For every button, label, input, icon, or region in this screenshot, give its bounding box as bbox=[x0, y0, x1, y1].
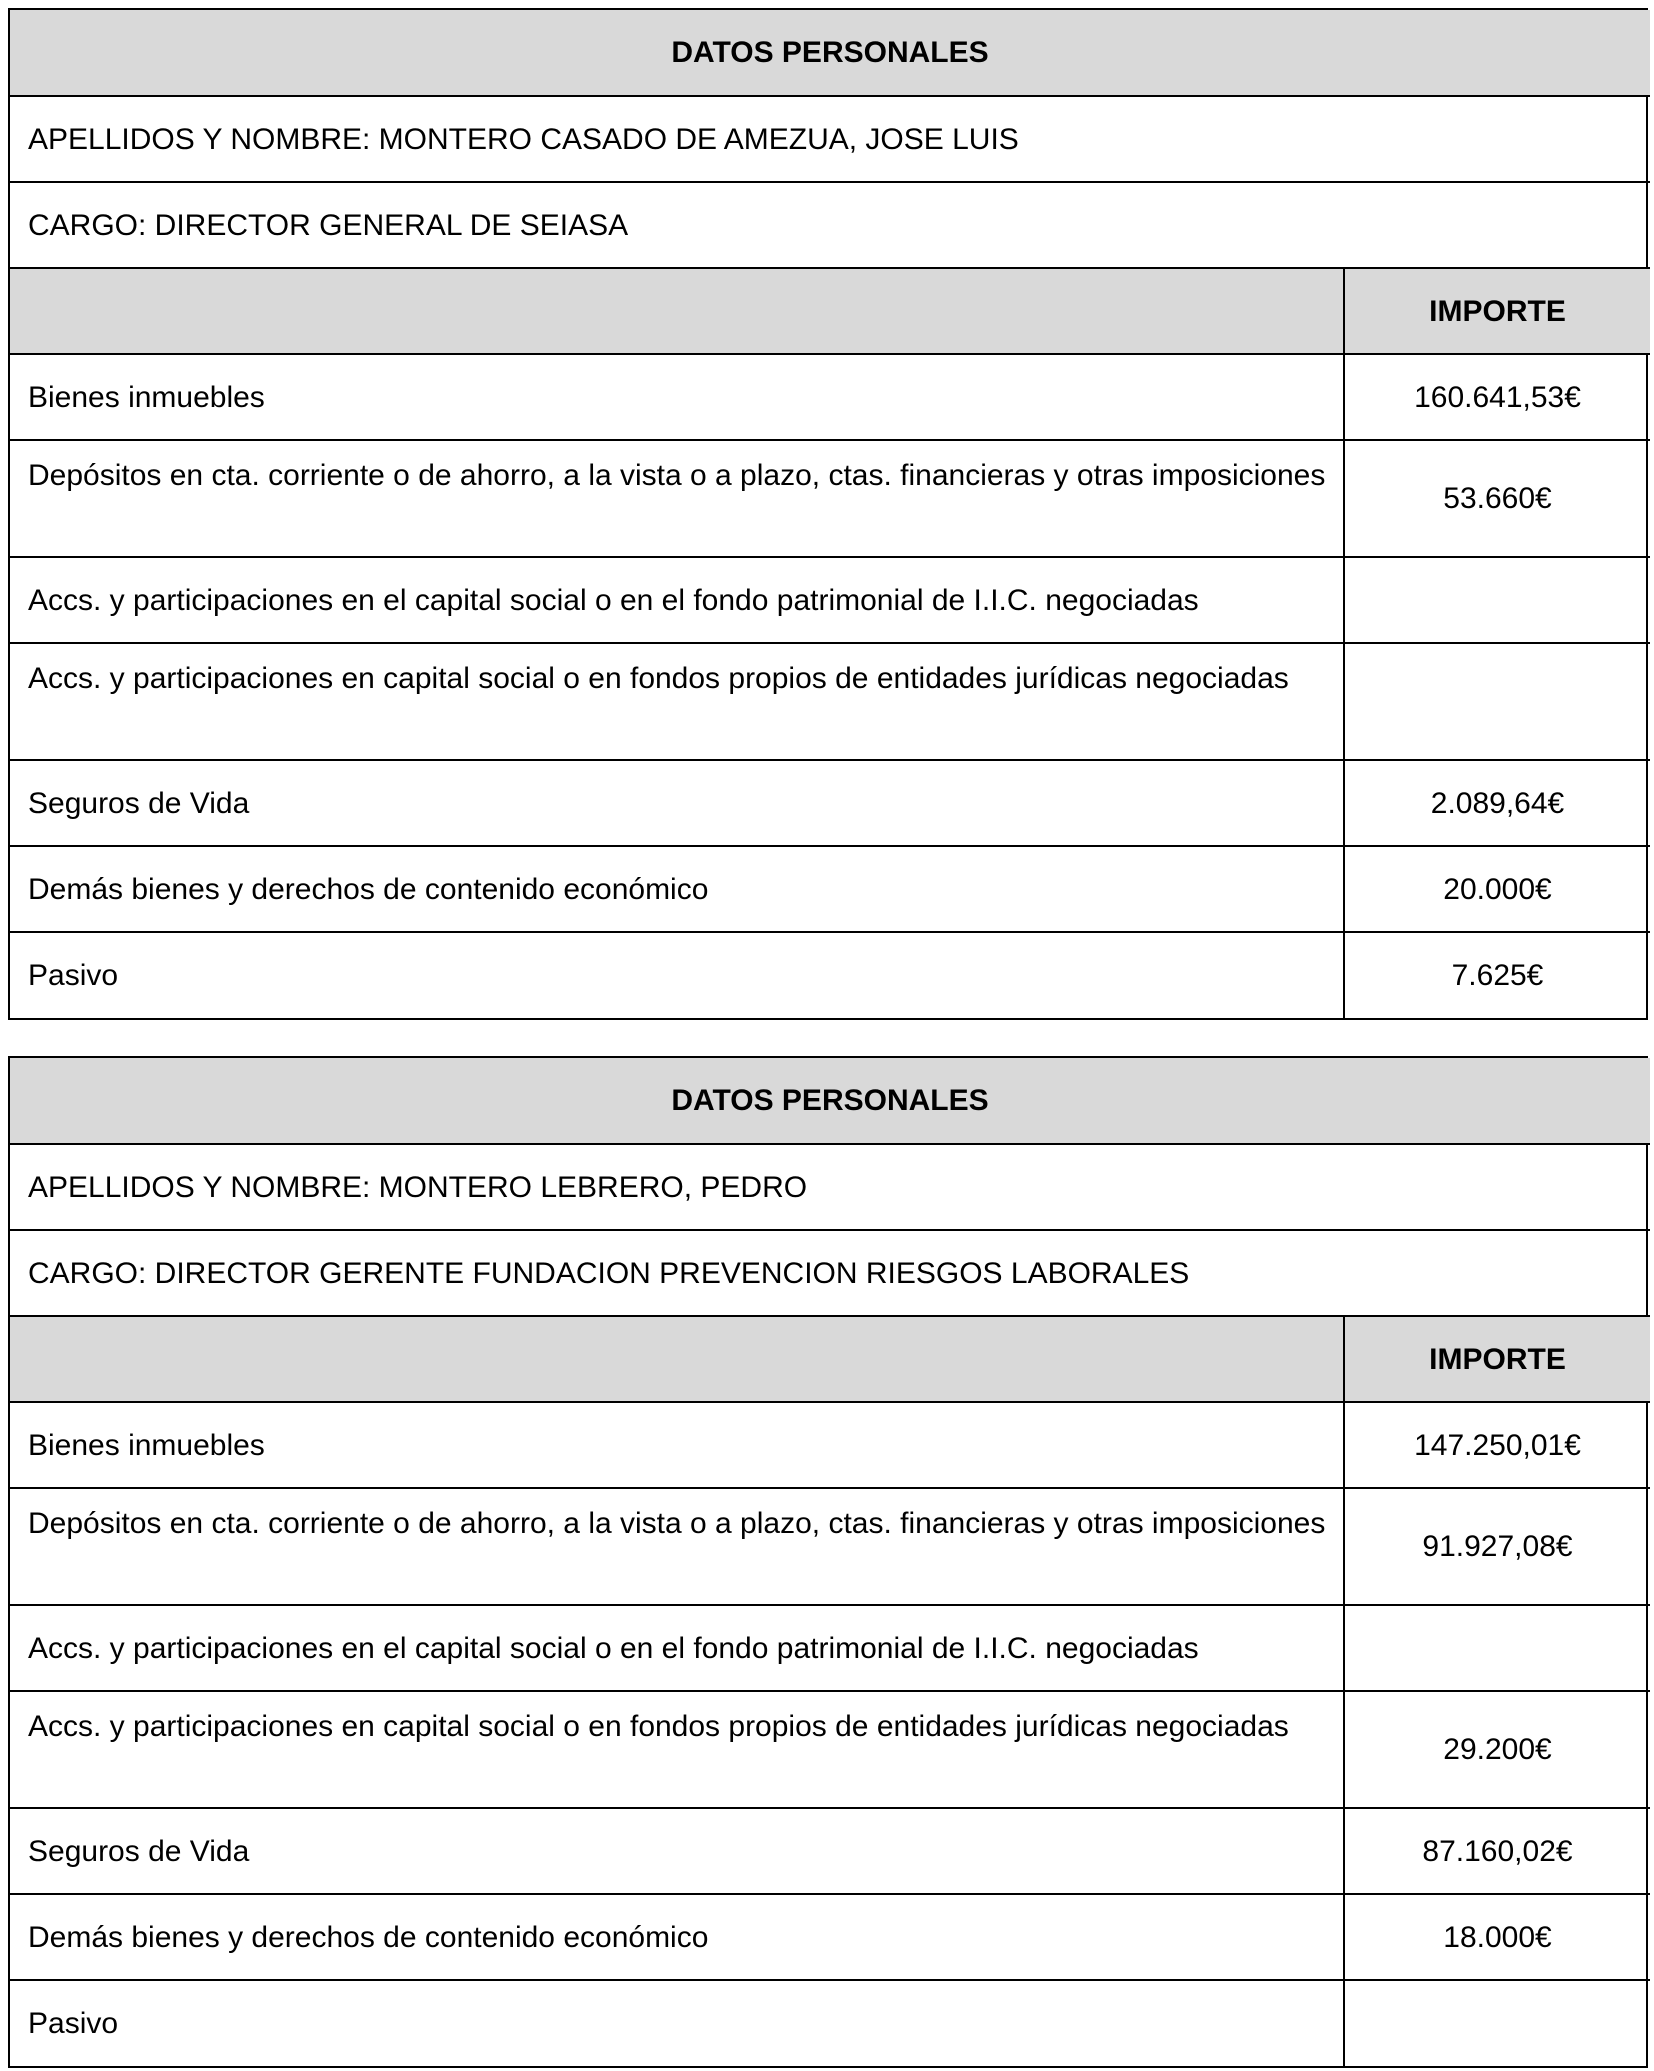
table-row bbox=[10, 846, 1650, 932]
row-value bbox=[1344, 557, 1650, 643]
table-row bbox=[10, 557, 1650, 643]
table-row bbox=[10, 1605, 1650, 1691]
table-row bbox=[10, 1808, 1650, 1894]
row-value: 160.641,53€ bbox=[1344, 354, 1650, 440]
row-label: Accs. y participaciones en el capital social o en el fondo patrimonial de I.I.C. negociadas bbox=[10, 1605, 1344, 1691]
table-row bbox=[10, 1488, 1650, 1605]
row-label: Accs. y participaciones en el capital social o en el fondo patrimonial de I.I.C. negociadas bbox=[10, 557, 1344, 643]
row-value: 91.927,08€ bbox=[1344, 1488, 1650, 1605]
name-line: APELLIDOS Y NOMBRE: MONTERO LEBRERO, PEDRO bbox=[10, 1144, 1650, 1230]
row-label: Accs. y participaciones en capital social o en fondos propios de entidades jurídicas negociadas bbox=[10, 1691, 1344, 1808]
row-label: Bienes inmuebles bbox=[10, 1402, 1344, 1488]
name-line: APELLIDOS Y NOMBRE: MONTERO CASADO DE AMEZUA, JOSE LUIS bbox=[10, 96, 1650, 182]
row-value: 20.000€ bbox=[1344, 846, 1650, 932]
table-row bbox=[10, 1691, 1650, 1808]
row-value: 147.250,01€ bbox=[1344, 1402, 1650, 1488]
column-header-blank bbox=[10, 1316, 1344, 1402]
row-value bbox=[1344, 1605, 1650, 1691]
table-row bbox=[10, 932, 1650, 1018]
importe-header: IMPORTE bbox=[1344, 1316, 1650, 1402]
table-row bbox=[10, 1894, 1650, 1980]
table-row bbox=[10, 440, 1650, 557]
section-header: DATOS PERSONALES bbox=[10, 10, 1650, 96]
column-header-blank bbox=[10, 268, 1344, 354]
row-value: 18.000€ bbox=[1344, 1894, 1650, 1980]
row-value: 7.625€ bbox=[1344, 932, 1650, 1018]
table-row bbox=[10, 1980, 1650, 2066]
row-label: Pasivo bbox=[10, 1980, 1344, 2066]
row-value: 87.160,02€ bbox=[1344, 1808, 1650, 1894]
row-label: Depósitos en cta. corriente o de ahorro, a la vista o a plazo, ctas. financieras y otras imposiciones bbox=[10, 1488, 1344, 1605]
table-row bbox=[10, 760, 1650, 846]
row-value: 2.089,64€ bbox=[1344, 760, 1650, 846]
table-row bbox=[10, 354, 1650, 440]
row-label: Seguros de Vida bbox=[10, 1808, 1344, 1894]
table-row bbox=[10, 1402, 1650, 1488]
importe-header: IMPORTE bbox=[1344, 268, 1650, 354]
row-label: Demás bienes y derechos de contenido económico bbox=[10, 846, 1344, 932]
table-row bbox=[10, 643, 1650, 760]
cargo-line: CARGO: DIRECTOR GENERAL DE SEIASA bbox=[10, 182, 1650, 268]
row-value: 29.200€ bbox=[1344, 1691, 1650, 1808]
row-label: Pasivo bbox=[10, 932, 1344, 1018]
row-label: Depósitos en cta. corriente o de ahorro, a la vista o a plazo, ctas. financieras y otras imposiciones bbox=[10, 440, 1344, 557]
declaration-table-2 bbox=[8, 1056, 1648, 2068]
row-value bbox=[1344, 1980, 1650, 2066]
row-label: Bienes inmuebles bbox=[10, 354, 1344, 440]
row-label: Demás bienes y derechos de contenido económico bbox=[10, 1894, 1344, 1980]
row-value: 53.660€ bbox=[1344, 440, 1650, 557]
cargo-line: CARGO: DIRECTOR GERENTE FUNDACION PREVENCION RIESGOS LABORALES bbox=[10, 1230, 1650, 1316]
declaration-table-1 bbox=[8, 8, 1648, 1020]
row-label: Seguros de Vida bbox=[10, 760, 1344, 846]
section-header: DATOS PERSONALES bbox=[10, 1058, 1650, 1144]
row-label: Accs. y participaciones en capital social o en fondos propios de entidades jurídicas negociadas bbox=[10, 643, 1344, 760]
row-value bbox=[1344, 643, 1650, 760]
